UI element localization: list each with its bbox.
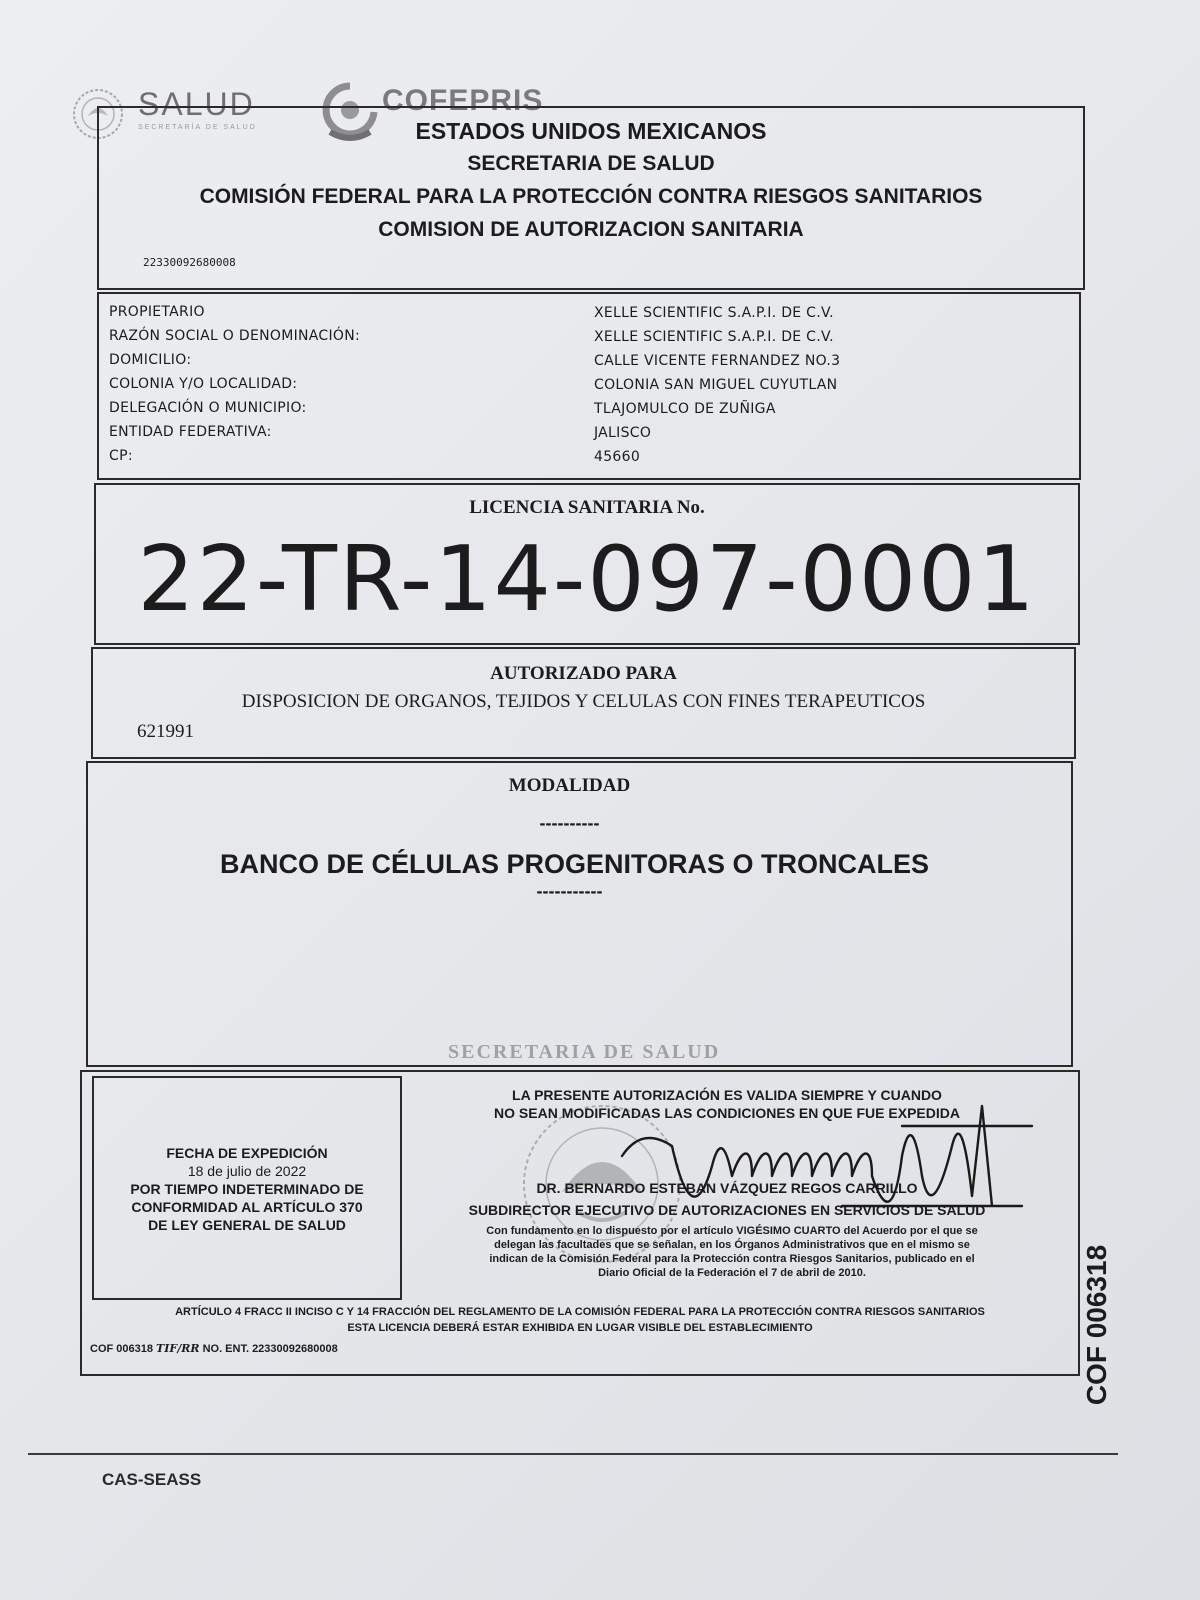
salud-logo-text: SALUD: [138, 86, 255, 122]
signer-basis-1: Con fundamento en lo dispuesto por el artículo VIGÉSIMO CUARTO del Acuerdo por el que se: [486, 1225, 978, 1237]
header-box: [97, 106, 1085, 290]
owner-label: ENTIDAD FEDERATIVA:: [109, 424, 272, 440]
signer-title: SUBDIRECTOR EJECUTIVO DE AUTORIZACIONES EN SERVICIOS DE SALUD: [468, 1202, 986, 1218]
bottom-label: CAS-SEASS: [102, 1470, 202, 1489]
footer-display-notice: ESTA LICENCIA DEBERÁ ESTAR EXHIBIDA EN LUGAR VISIBLE DEL ESTABLECIMIENTO: [347, 1322, 813, 1334]
cofepris-logo-text: COFEPRIS: [382, 84, 544, 117]
footer-entry-number: NO. ENT. 22330092680008: [202, 1343, 338, 1355]
header-reference: 22330092680008: [143, 256, 236, 269]
footer-article: ARTÍCULO 4 FRACC II INCISO C Y 14 FRACCIÓN DEL REGLAMENTO DE LA COMISIÓN FEDERAL PARA LA PROTECCIÓN CONTRA RIESGOS SANITARIOS: [175, 1306, 985, 1318]
expedition-term: POR TIEMPO INDETERMINADO DE: [130, 1181, 364, 1197]
owner-label: PROPIETARIO: [109, 304, 205, 320]
owner-value: 45660: [594, 449, 641, 465]
expedition-article: CONFORMIDAD AL ARTÍCULO 370: [131, 1199, 363, 1215]
footer-cof-ref: COF 006318: [90, 1343, 153, 1355]
signer-basis-3: indican de la Comisión Federal para la Protección contra Riesgos Sanitarios, publicado en el: [489, 1253, 975, 1265]
owner-label: DOMICILIO:: [109, 352, 192, 368]
owner-value: TLAJOMULCO DE ZUÑIGA: [594, 401, 776, 417]
handwritten-signature: [602, 1086, 1042, 1246]
modality-dashes-top: ----------: [539, 813, 600, 833]
owner-box: [97, 292, 1081, 480]
modality-title: MODALIDAD: [508, 775, 631, 796]
modality-box: [86, 761, 1073, 1067]
signer-basis-2: delegan las facultades que se señalan, en los Órganos Administrativos que en el mismo se: [494, 1239, 970, 1251]
owner-value: CALLE VICENTE FERNANDEZ NO.3: [594, 353, 841, 369]
modality-dashes-bottom: -----------: [536, 881, 603, 901]
authorized-box: [91, 647, 1076, 759]
signer-name: DR. BERNARDO ESTEBAN VÁZQUEZ REGOS CARRILLO: [536, 1180, 918, 1196]
salud-logo-subtitle: SECRETARÍA DE SALUD: [138, 124, 257, 131]
owner-label: COLONIA Y/O LOCALIDAD:: [109, 376, 298, 392]
stamp-text: SECRETARIA DE SALUD: [448, 1041, 721, 1063]
expedition-law: DE LEY GENERAL DE SALUD: [148, 1217, 346, 1233]
signature-box: [80, 1070, 1080, 1376]
authorized-title: AUTORIZADO PARA: [490, 663, 677, 684]
modality-text: BANCO DE CÉLULAS PROGENITORAS O TRONCALES: [219, 849, 930, 879]
authorized-text: DISPOSICION DE ORGANOS, TEJIDOS Y CELULAS CON FINES TERAPEUTICOS: [241, 691, 926, 712]
header-authorization: COMISION DE AUTORIZACION SANITARIA: [378, 218, 804, 241]
license-box: [94, 483, 1080, 645]
license-number: 22-TR-14-097-0001: [137, 527, 1037, 632]
bottom-divider: [28, 1453, 1118, 1455]
license-title: LICENCIA SANITARIA No.: [469, 497, 705, 518]
header-ministry: SECRETARIA DE SALUD: [467, 152, 715, 175]
authorized-code: 621991: [137, 721, 194, 742]
expedition-date: 18 de julio de 2022: [187, 1163, 307, 1179]
header-country: ESTADOS UNIDOS MEXICANOS: [415, 118, 767, 144]
owner-value: COLONIA SAN MIGUEL CUYUTLAN: [594, 377, 838, 393]
owner-label: DELEGACIÓN O MUNICIPIO:: [109, 400, 307, 416]
validity-line1: LA PRESENTE AUTORIZACIÓN ES VALIDA SIEMPRE Y CUANDO: [512, 1087, 942, 1103]
footer-initials: TIF/RR: [156, 1342, 200, 1355]
signer-basis-4: Diario Oficial de la Federación el 7 de abril de 2010.: [598, 1267, 866, 1279]
owner-value: XELLE SCIENTIFIC S.A.P.I. DE C.V.: [594, 305, 834, 321]
owner-label: RAZÓN SOCIAL O DENOMINACIÓN:: [109, 328, 361, 344]
owner-value: XELLE SCIENTIFIC S.A.P.I. DE C.V.: [594, 329, 834, 345]
owner-label: CP:: [109, 448, 133, 464]
owner-value: JALISCO: [594, 425, 652, 441]
expedition-label: FECHA DE EXPEDICIÓN: [166, 1145, 328, 1161]
header-commission: COMISIÓN FEDERAL PARA LA PROTECCIÓN CONTRA RIESGOS SANITARIOS: [199, 185, 983, 208]
validity-line2: NO SEAN MODIFICADAS LAS CONDICIONES EN QUE FUE EXPEDIDA: [494, 1105, 960, 1121]
side-code: COF 006318: [1081, 1244, 1112, 1406]
expedition-box: [92, 1076, 402, 1300]
